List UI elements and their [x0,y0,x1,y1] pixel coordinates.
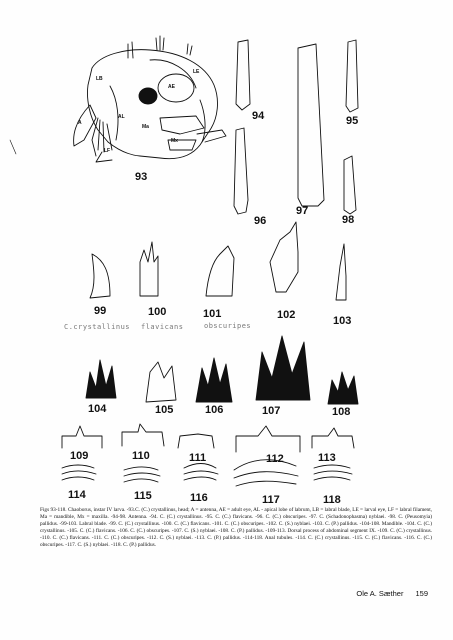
fig-94-antenna [236,40,250,110]
fig-109-dorsal-process [62,426,102,448]
fig-number-115: 115 [134,490,152,502]
fig-number-104: 104 [88,403,107,415]
page-footer [356,589,428,598]
label-mandible: Ma [142,124,149,130]
fig-103-labral-blade [336,244,346,300]
fig-number-118: 118 [323,494,341,506]
fig-number-101: 101 [203,308,222,320]
fig-number-94: 94 [252,110,265,122]
fig-107-mandible [256,336,310,400]
fig-number-109: 109 [70,450,89,462]
handwritten-note: obscuripes [204,322,252,330]
fig-number-98: 98 [342,214,355,226]
fig-number-112: 112 [266,453,284,465]
fig-113-dorsal-process [312,428,354,448]
fig-97-antenna [298,44,324,206]
label-maxilla: Mx [171,138,178,144]
fig-112-dorsal-process [236,426,300,452]
fig-93-head-drawing [10,36,226,162]
fig-99-labral-blade [90,254,110,298]
fig-number-105: 105 [155,404,174,416]
fig-114-anal-tubules [62,465,96,480]
fig-118-anal-tubules [314,465,352,480]
fig-number-93: 93 [135,171,148,183]
label-apical-lobe: AL [118,114,125,120]
fig-number-102: 102 [277,309,296,321]
fig-111-dorsal-process [178,434,214,448]
fig-number-96: 96 [254,215,267,227]
author-name: Ole A. Sæther [356,589,404,598]
fig-number-100: 100 [148,306,167,318]
fig-number-99: 99 [94,305,107,317]
fig-number-95: 95 [346,115,359,127]
fig-number-117: 117 [262,494,280,506]
fig-116-anal-tubules [184,464,218,481]
fig-number-113: 113 [318,452,336,464]
label-antenna: A [78,120,82,126]
fig-number-107: 107 [262,405,281,417]
fig-105-mandible [146,362,176,402]
fig-96-antenna [234,128,248,214]
figure-caption: Figs 93-118. Chaoborus, instar IV larva. -93.C. (C.) crystallinus, head; A = antenna, AE = adult eye, AL - apical lobe of labrum, LB = labral blade, LE = larval eye, LF = labral filament, Ma = mandible, Mx = maxilla. -94-98. Antenna. -94. C. (C.) crystallinus. -95. C. (C.) flavicans. -96. C. (C.) obscuripes. -97. C. (Schadonophasma) nyblaei. -98. C. (Peusomyia) pallidus. -99-103. Labral blade. -99. C. (C.) crystallinus. -100. C. (C.) flavicans. -101. C. (C.) obscuripes. -102. C. (S.) nyblaei. -103. C. (P.) pallidus. -104-108. Mandible. -104. C. (C.) crystallinus. -105. C. (C.) flavicans. -106. C. (C.) obscuripes. -107. C. (S.) nyblaei. -108. C. (P.) pallidus. -109-113. Dorsal process of abdominal segment IX. -109. C. (C.) crystallinus. -110. C. (C.) flavicans. -111. C. (C.) obscuripes. -112. C. (S.) nyblaei. -113. C. (P.) pallidus. -114-118. Anal tubules. -114. C. (C.) crystallinus. -115. C. (C.) flavicans. -116. C. (C.) obscuripes. -117. C. (S.) nyblaei. -118. C. (P.) pallidus. [40,507,432,549]
fig-number-116: 116 [190,492,208,504]
page-number: 159 [415,589,428,598]
label-adult-eye: AE [168,84,175,90]
fig-100-labral-blade [140,242,158,296]
fig-number-110: 110 [132,450,150,462]
fig-102-labral-blade [270,222,298,292]
fig-106-mandible [196,358,232,402]
fig-number-97: 97 [296,205,309,217]
fig-number-106: 106 [205,404,224,416]
fig-98-antenna [344,156,356,214]
fig-95-antenna [346,40,358,112]
fig-101-labral-blade [206,246,234,296]
fig-110-dorsal-process [122,424,164,446]
fig-number-114: 114 [68,489,86,501]
fig-number-111: 111 [189,452,207,464]
fig-108-mandible [328,372,358,404]
fig-number-108: 108 [332,406,351,418]
label-labral-filament: LF [104,148,111,154]
handwritten-note: C.crystallinus [64,323,131,331]
label-labral-blade: LB [96,76,103,82]
fig-104-mandible [86,360,116,398]
fig-number-103: 103 [333,315,352,327]
fig-115-anal-tubules [124,467,160,482]
handwritten-note: flavicans [141,323,184,331]
label-larval-eye: LE [193,69,200,75]
